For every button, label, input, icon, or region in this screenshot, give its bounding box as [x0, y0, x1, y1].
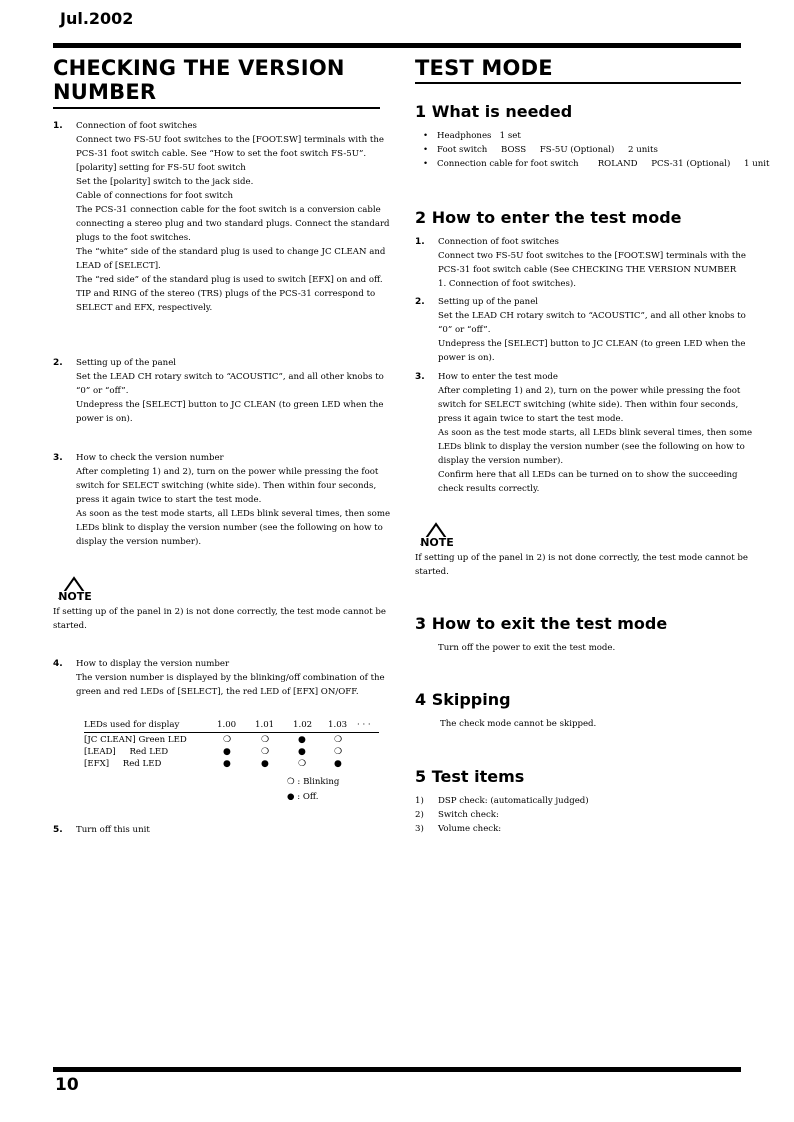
right-title-rule — [415, 82, 741, 84]
note-line: If setting up of the panel in 2) is not done correctly, the test mode cannot be — [53, 607, 387, 617]
step-line: As soon as the test mode starts, all LEDs blink several times, then some — [438, 428, 753, 438]
left-title — [53, 56, 345, 104]
step-line: LEDs blink to display the version number (see the following on how to — [438, 442, 745, 452]
step-line: green and red LEDs of [SELECT], the red LED of [EFX] ON/OFF. — [76, 687, 359, 697]
step-line: press it again twice to start the test mode. — [76, 495, 262, 505]
step-line: power is on). — [76, 414, 133, 424]
table-header-cell: 1.02 — [293, 720, 313, 730]
list-item-number: 1) — [415, 796, 424, 806]
page-number: 10 — [55, 1075, 79, 1095]
step-line: “0” or “off”. — [438, 325, 491, 335]
step-line: How to enter the test mode — [438, 372, 558, 382]
step-line: After completing 1) and 2), turn on the power while pressing the foot — [76, 467, 379, 477]
step-line: check results correctly. — [438, 484, 540, 494]
step-line: Cable of connections for foot switch — [76, 191, 234, 201]
table-header-cell: 1.03 — [328, 720, 348, 730]
list-item — [415, 808, 741, 822]
table-header-cell: · · · — [357, 720, 371, 730]
table-row — [84, 758, 379, 770]
table-row — [84, 734, 379, 746]
step-line: The version number is displayed by the blinking/off combination of the — [76, 673, 385, 683]
step-number: 1. — [415, 237, 425, 247]
led-blink-icon: ❍ — [261, 735, 270, 745]
list-item-text: DSP check: (automatically judged) — [438, 796, 589, 806]
led-off-icon: ● — [223, 747, 231, 757]
step-line: The PCS-31 connection cable for the foot switch is a conversion cable — [76, 205, 381, 215]
step-line: As soon as the test mode starts, all LEDs blink several times, then some — [76, 509, 391, 519]
note-label: NOTE — [420, 536, 454, 548]
list-item — [415, 794, 741, 808]
section-heading-skipping: 4 Skipping — [415, 690, 511, 709]
step-line: LEDs blink to display the version number (see the following on how to — [76, 523, 383, 533]
exit-text: Turn off the power to exit the test mode. — [438, 643, 616, 653]
table-row-label: [LEAD] Red LED — [84, 747, 169, 757]
step-line: Connect two FS-5U foot switches to the [FOOT.SW] terminals with the — [438, 251, 746, 261]
step-line: Turn off this unit — [76, 825, 150, 835]
step-line: Connect two FS-5U foot switches to the [FOOT.SW] terminals with the — [76, 135, 384, 145]
step-line: Set the LEAD CH rotary switch to “ACOUSTIC”, and all other knobs to — [438, 311, 746, 321]
step-line: power is on). — [438, 353, 495, 363]
step-number: 2. — [415, 297, 425, 307]
step-line: display the version number). — [76, 537, 202, 547]
left-title-rule — [53, 107, 380, 109]
header-rule — [53, 43, 741, 48]
list-item-number: 2) — [415, 810, 424, 820]
led-version-table — [84, 719, 379, 770]
step-line: connecting a stereo plug and two standard plugs. Connect the standard — [76, 219, 390, 229]
led-off-icon: ● — [261, 759, 269, 769]
table-header-cell: 1.00 — [217, 720, 237, 730]
step-line: switch for SELECT switching (white side). Then within four seconds, — [76, 481, 377, 491]
table-row-label: [JC CLEAN] Green LED — [84, 735, 187, 745]
table-row — [84, 746, 379, 758]
left-note — [57, 576, 93, 602]
note-warning-icon — [419, 522, 455, 548]
legend-off: ● : Off. — [287, 792, 319, 802]
led-blink-icon: ❍ — [223, 735, 232, 745]
table-header-cell: LEDs used for display — [84, 720, 180, 730]
step-line: PCS-31 foot switch cable (See CHECKING THE VERSION NUMBER — [438, 265, 737, 275]
list-item-number: 3) — [415, 824, 424, 834]
step-line: Connection of foot switches — [438, 237, 559, 247]
list-item: • Headphones 1 set — [415, 129, 770, 143]
step-line: press it again twice to start the test mode. — [438, 414, 624, 424]
list-item — [415, 822, 741, 836]
step-line: display the version number). — [438, 456, 564, 466]
list-item-text: Volume check: — [438, 824, 502, 834]
led-off-icon: ● — [298, 735, 306, 745]
step-line: PCS-31 foot switch cable. See “How to set the foot switch FS-5U”. — [76, 149, 367, 159]
step-line: Undepress the [SELECT] button to JC CLEAN (to green LED when the — [76, 400, 384, 410]
left-title-line1: CHECKING THE VERSION — [53, 56, 345, 80]
right-note-text — [415, 551, 748, 579]
step-line: The “red side” of the standard plug is used to switch [EFX] on and off. — [76, 275, 383, 285]
section-heading-what-is-needed: 1 What is needed — [415, 102, 573, 121]
note-line: started. — [415, 567, 449, 577]
section-heading-enter-test-mode: 2 How to enter the test mode — [415, 208, 682, 227]
legend-blinking: ❍ : Blinking — [287, 777, 340, 787]
step-line: Confirm here that all LEDs can be turned on to show the succeeding — [438, 470, 738, 480]
needed-list — [415, 129, 770, 171]
footer-rule — [53, 1067, 741, 1072]
left-title-line2: NUMBER — [53, 80, 157, 104]
list-item: • Connection cable for foot switch ROLAND PCS-31 (Optional) 1 unit — [415, 157, 770, 171]
table-header-row — [84, 719, 379, 731]
section-heading-test-items: 5 Test items — [415, 767, 525, 786]
right-title: TEST MODE — [415, 56, 553, 80]
table-row-label: [EFX] Red LED — [84, 759, 162, 769]
step-line: [polarity] setting for FS-5U foot switch — [76, 163, 246, 173]
step-line: Setting up of the panel — [438, 297, 539, 307]
list-item: • Foot switch BOSS FS-5U (Optional) 2 units — [415, 143, 770, 157]
step-line: After completing 1) and 2), turn on the power while pressing the foot — [438, 386, 741, 396]
step-line: LEAD of [SELECT]. — [76, 261, 161, 271]
step-number: 5. — [53, 825, 63, 835]
step-number: 3. — [53, 453, 63, 463]
note-warning-icon — [57, 576, 93, 602]
led-off-icon: ● — [334, 759, 342, 769]
step-number: 2. — [53, 358, 63, 368]
led-off-icon: ● — [223, 759, 231, 769]
led-blink-icon: ❍ — [261, 747, 270, 757]
step-line: 1. Connection of foot switches). — [438, 279, 576, 289]
list-item-text: Switch check: — [438, 810, 499, 820]
right-note — [419, 522, 455, 548]
test-items-list — [415, 794, 741, 836]
led-blink-icon: ❍ — [298, 759, 307, 769]
step-number: 1. — [53, 121, 63, 131]
table-header-cell: 1.01 — [255, 720, 275, 730]
step-line: The “white” side of the standard plug is used to change JC CLEAN and — [76, 247, 386, 257]
note-line: started. — [53, 621, 87, 631]
step-line: “0” or “off”. — [76, 386, 129, 396]
step-line: Setting up of the panel — [76, 358, 177, 368]
table-header-rule — [84, 732, 379, 733]
note-line: If setting up of the panel in 2) is not done correctly, the test mode cannot be — [415, 553, 749, 563]
step-line: Undepress the [SELECT] button to JC CLEAN (to green LED when the — [438, 339, 746, 349]
step-line: How to display the version number — [76, 659, 230, 669]
step-number: 3. — [415, 372, 425, 382]
step-line: SELECT and EFX, respectively. — [76, 303, 213, 313]
step-number: 4. — [53, 659, 63, 669]
step-line: switch for SELECT switching (white side). Then within four seconds, — [438, 400, 739, 410]
step-line: Set the [polarity] switch to the jack side. — [76, 177, 254, 187]
section-heading-exit-test-mode: 3 How to exit the test mode — [415, 614, 668, 633]
led-off-icon: ● — [298, 747, 306, 757]
header-date: Jul.2002 — [60, 9, 134, 28]
left-note-text — [53, 605, 386, 633]
step-line: Set the LEAD CH rotary switch to “ACOUSTIC”, and all other knobs to — [76, 372, 384, 382]
step-line: How to check the version number — [76, 453, 224, 463]
led-blink-icon: ❍ — [334, 735, 343, 745]
step-line: plugs to the foot switches. — [76, 233, 191, 243]
note-label: NOTE — [58, 590, 92, 602]
step-line: TIP and RING of the stereo (TRS) plugs of the PCS-31 correspond to — [76, 289, 376, 299]
step-line: Connection of foot switches — [76, 121, 197, 131]
skipping-text: The check mode cannot be skipped. — [440, 719, 597, 729]
led-blink-icon: ❍ — [334, 747, 343, 757]
